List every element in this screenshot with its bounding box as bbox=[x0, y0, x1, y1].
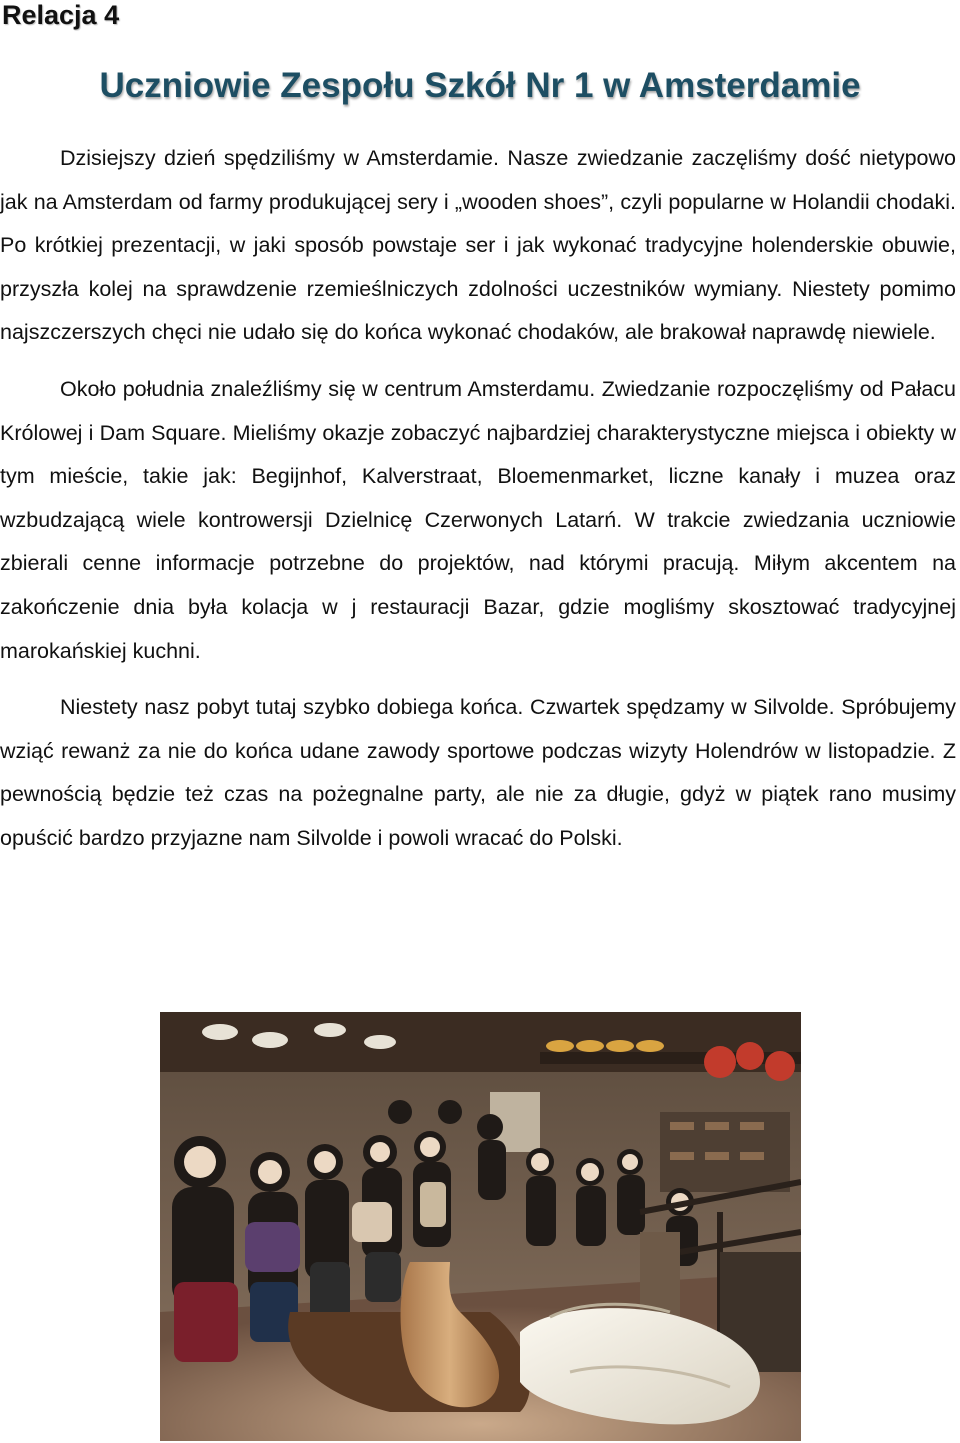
article-body bbox=[0, 137, 956, 861]
wooden-shoe-workshop-photo bbox=[160, 1012, 801, 1441]
page-title: Uczniowie Zespołu Szkół Nr 1 w Amsterdamie bbox=[99, 66, 861, 105]
paragraph-1: Dzisiejszy dzień spędziliśmy w Amsterdamie. Nasze zwiedzanie zaczęliśmy dość nietypowo jak na Amsterdam od farmy produkującej sery i „wooden shoes”, czyli popularne w Holandii chodaki. Po krótkiej prezentacji, w jaki sposób powstaje ser i jak wykonać tradycyjne holenderskie obuwie, przyszła kolej na sprawdzenie rzemieślniczych zdolności uczestników wymiany. Niestety pomimo najszczerszych chęci nie udało się do końca wykonać chodaków, ale brakował naprawdę niewiele. bbox=[0, 146, 956, 345]
paragraph-2: Około południa znaleźliśmy się w centrum Amsterdamu. Zwiedzanie rozpoczęliśmy od Pałacu Królowej i Dam Square. Mieliśmy okazje zobaczyć najbardziej charakterystyczne miejsca i obiekty w tym mieście, takie jak: Begijnhof, Kalverstraat, Bloemenmarket, liczne kanały i muzea oraz wzbudzającą wiele kontrowersji Dzielnicę Czerwonych Latarń. W trakcie zwiedzania uczniowie zbierali cenne informacje potrzebne do projektów, nad którymi pracują. Miłym akcentem na zakończenie dnia była kolacja w j restauracji Bazar, gdzie mogliśmy skosztować tradycyjnej marokańskiej kuchni. bbox=[0, 376, 956, 663]
report-label: Relacja 4 bbox=[2, 0, 120, 30]
paragraph-3: Niestety nasz pobyt tutaj szybko dobiega końca. Czwartek spędzamy w Silvolde. Spróbujemy wziąć rewanż za nie do końca udane zawody sportowe podczas wizyty Holendrów w listopadzie. Z pewnością będzie też czas na pożegnalne party, ale nie za długie, gdyż w piątek rano musimy opuścić bardzo przyjazne nam Silvolde i powoli wracać do Polski. bbox=[0, 695, 956, 850]
